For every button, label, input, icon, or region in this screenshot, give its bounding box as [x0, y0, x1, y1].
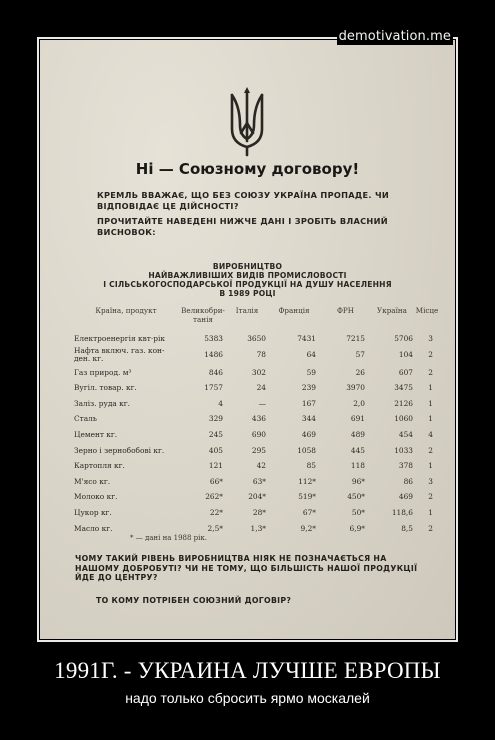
cell-fr: 519* — [298, 492, 316, 502]
cell-place: 2 — [428, 523, 433, 533]
cell-uk: 22* — [209, 507, 223, 517]
table-title-line: І СІЛЬСЬКОГОСПОДАРСЬКОЇ ПРОДУКЦІЇ НА ДУШУ НАСЕЛЕННЯ — [103, 280, 392, 289]
table-row — [74, 396, 440, 412]
table-body — [74, 331, 440, 536]
cell-de: 26 — [355, 367, 365, 377]
cell-it: 204* — [248, 492, 266, 502]
cell-place: 1 — [428, 414, 433, 424]
table-row — [74, 331, 440, 347]
cell-it: 690 — [251, 429, 266, 439]
intro-paragraph: КРЕМЛЬ ВВАЖАЄ, ЩО БЕЗ СОЮЗУ УКРАЇНА ПРОПАДЕ. ЧИ ВІДПОВІДАЄ ЦЕ ДІЙСНОСТІ? — [97, 190, 390, 211]
cell-fr: 167 — [301, 398, 316, 408]
cell-fr: 7431 — [297, 334, 316, 343]
cell-ua: 5706 — [394, 334, 413, 343]
cell-it: 302 — [251, 367, 266, 377]
table-row — [74, 521, 440, 537]
header-de: ФРН — [336, 306, 355, 315]
cell-de: 6,9* — [349, 523, 365, 533]
cell-de: 57 — [355, 349, 365, 359]
question-paragraph: ЧОМУ ТАКИЙ РІВЕНЬ ВИРОБНИЦТВА НІЯК НЕ ПОЗНАЧАЄТЬСЯ НА НАШОМУ ДОБРОБУТІ? ЧИ НЕ ТОМУ, ЩО БІЛЬШІСТЬ НАШОЇ ПРОДУКЦІЇ ЙДЕ ДО ЦЕНТРУ? — [75, 554, 418, 582]
cell-de: 445 — [350, 445, 365, 455]
cell-ua: 2126 — [394, 398, 413, 408]
cell-fr: 112* — [298, 476, 316, 486]
table-row — [74, 347, 440, 365]
table-row — [74, 365, 440, 381]
cell-uk: 66* — [209, 476, 223, 486]
table-row — [74, 489, 440, 505]
poster-caption-title: 1991Г. - УКРАИНА ЛУЧШЕ ЕВРОПЫ — [54, 658, 441, 683]
cell-fr: 59 — [306, 367, 316, 377]
cell-ua: 454 — [398, 429, 413, 439]
cell-fr: 344 — [301, 414, 316, 424]
cell-place: 2 — [428, 349, 433, 359]
table-row — [74, 380, 440, 396]
cell-de: 7215 — [346, 334, 365, 343]
cell-it: 3650 — [247, 334, 266, 343]
cell-de: 3970 — [346, 383, 365, 393]
header-fr: Франція — [278, 306, 310, 315]
cell-it: 1,3* — [250, 523, 266, 533]
cell-place: 2 — [428, 445, 433, 455]
cell-it: 63* — [252, 476, 266, 486]
header-uk: Великобри-танія — [181, 306, 225, 324]
cell-fr: 85 — [306, 461, 316, 471]
cell-ua: 1060 — [394, 414, 413, 424]
cell-place: 3 — [428, 476, 433, 486]
call-to-action-paragraph: ПРОЧИТАЙТЕ НАВЕДЕНІ НИЖЧЕ ДАНІ І ЗРОБІТЬ ВЛАСНИЙ ВИСНОВОК: — [97, 216, 388, 237]
row-label: Заліз. руда кг. — [74, 398, 131, 408]
trident-emblem-icon — [228, 85, 266, 157]
cell-place: 1 — [428, 461, 433, 471]
cell-uk: 245 — [208, 429, 223, 439]
cell-uk: 5383 — [204, 334, 223, 343]
cell-de: 691 — [350, 414, 365, 424]
cell-fr: 1058 — [297, 445, 316, 455]
leaflet-headline: Ні — Союзному договору! — [135, 160, 360, 178]
cell-fr: 239 — [301, 383, 316, 393]
row-label: Вугіл. товар. кг. — [74, 383, 137, 393]
cell-place: 3 — [428, 334, 433, 343]
cell-ua: 86 — [403, 476, 413, 486]
row-label: Електроенергія квт·рік — [74, 334, 165, 343]
cell-fr: 67* — [302, 507, 316, 517]
cell-it: 42 — [256, 461, 266, 471]
table-row — [74, 474, 440, 490]
header-ua: Україна — [377, 306, 407, 315]
cell-de: 50* — [351, 507, 365, 517]
site-watermark: demotivation.me — [338, 29, 451, 44]
cell-ua: 607 — [398, 367, 413, 377]
table-title-line: ВИРОБНИЦТВО — [212, 262, 283, 271]
cell-de: 2,0 — [353, 398, 365, 408]
table-row — [74, 458, 440, 474]
cell-de: 450* — [347, 492, 365, 502]
row-label: Нафта включ. газ. кон-ден. кг. — [74, 346, 165, 363]
cell-fr: 64 — [306, 349, 316, 359]
cell-uk: 329 — [208, 414, 223, 424]
table-row — [74, 411, 440, 427]
table-title — [80, 262, 415, 298]
row-label: Сталь — [74, 414, 97, 424]
cell-ua: 3475 — [394, 383, 413, 393]
cell-it: — — [258, 398, 266, 408]
cell-uk: 1757 — [204, 383, 223, 393]
cell-uk: 846 — [208, 367, 223, 377]
cell-place: 1 — [428, 383, 433, 393]
cell-de: 96* — [351, 476, 365, 486]
cell-place: 1 — [428, 398, 433, 408]
cell-it: 436 — [251, 414, 266, 424]
table-row — [74, 427, 440, 443]
cell-uk: 4 — [218, 398, 223, 408]
cell-uk: 121 — [208, 461, 223, 471]
header-it: Італія — [235, 306, 259, 315]
row-label: Газ природ. м³ — [74, 367, 132, 377]
cell-ua: 104 — [398, 349, 413, 359]
cell-ua: 118,6 — [391, 507, 413, 517]
cell-place: 4 — [428, 429, 433, 439]
cell-uk: 262* — [205, 492, 223, 502]
table-title-line: НАЙВАЖЛИВІШИХ ВИДІВ ПРОМИСЛОВОСТІ — [148, 271, 347, 280]
row-label: Зерно і зернобобові кг. — [74, 445, 165, 455]
row-label: Цукор кг. — [74, 507, 112, 517]
cell-fr: 9,2* — [300, 523, 316, 533]
cell-ua: 469 — [398, 492, 413, 502]
cell-uk: 405 — [208, 445, 223, 455]
cell-it: 295 — [251, 445, 266, 455]
scanned-leaflet — [40, 40, 455, 639]
header-product: Країна, продукт — [95, 306, 157, 315]
closing-question: ТО КОМУ ПОТРІБЕН СОЮЗНИЙ ДОГОВІР? — [96, 596, 292, 605]
table-header — [74, 307, 440, 331]
row-label: М'ясо кг. — [74, 476, 111, 486]
header-place: Місце — [415, 306, 439, 315]
cell-it: 78 — [256, 349, 266, 359]
cell-place: 1 — [428, 507, 433, 517]
table-title-line: В 1989 РОЦІ — [219, 289, 276, 298]
cell-it: 28* — [252, 507, 266, 517]
table-row — [74, 505, 440, 521]
cell-uk: 1486 — [204, 349, 223, 359]
production-table — [74, 307, 440, 536]
cell-ua: 1033 — [394, 445, 413, 455]
cell-fr: 469 — [301, 429, 316, 439]
table-row — [74, 443, 440, 459]
cell-place: 2 — [428, 492, 433, 502]
row-label: Масло кг. — [74, 523, 113, 533]
cell-de: 118 — [350, 461, 365, 471]
cell-uk: 2,5* — [207, 523, 223, 533]
table-footnote: * — дані на 1988 рік. — [130, 534, 207, 542]
poster-caption-subtitle: надо только сбросить ярмо москалей — [125, 690, 370, 706]
cell-it: 24 — [256, 383, 266, 393]
row-label: Молоко кг. — [74, 492, 118, 502]
cell-ua: 378 — [398, 461, 413, 471]
cell-de: 489 — [350, 429, 365, 439]
cell-place: 2 — [428, 367, 433, 377]
row-label: Цемент кг. — [74, 429, 118, 439]
row-label: Картопля кг. — [74, 461, 125, 471]
cell-ua: 8,5 — [401, 523, 413, 533]
